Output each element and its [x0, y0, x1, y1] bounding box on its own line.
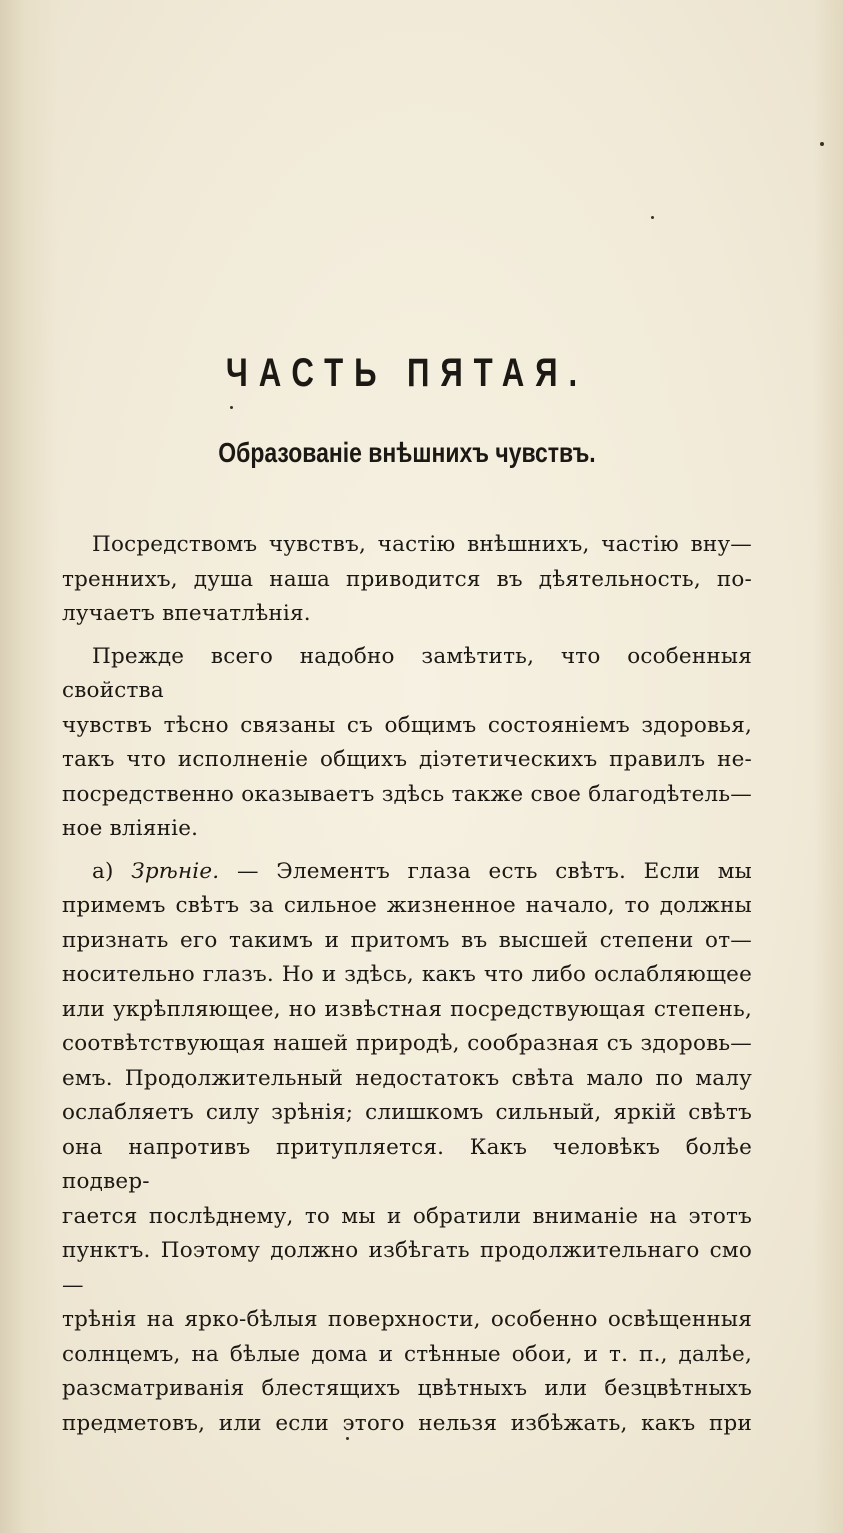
text-line: Прежде всего надобно замѣтить, что особенныя свойства: [62, 643, 752, 703]
page-content: [62, 350, 752, 1441]
text-fragment: — Элементъ глаза есть свѣтъ. Если мы: [236, 858, 752, 884]
text-line: пунктъ. Поэтому должно избѣгать продолжительнаго смо—: [62, 1238, 752, 1298]
text-line: треннихъ, душа наша приводится въ дѣятельность, по-: [62, 566, 752, 592]
section-title: Образованіе внѣшнихъ чувствъ.: [218, 437, 596, 468]
page-edge-shadow: [813, 0, 843, 1533]
text-line: она напротивъ притупляется. Какъ человѣкъ болѣе подвер-: [62, 1134, 752, 1194]
text-line: емъ. Продолжительный недостатокъ свѣта мало по малу: [62, 1065, 752, 1091]
text-line: предметовъ, или если этого нельзя избѣжать, какъ при: [62, 1410, 752, 1436]
ink-speck: [820, 142, 824, 146]
text-line: посредственно оказываетъ здѣсь также свое благодѣтель—: [62, 781, 752, 807]
text-line: примемъ свѣтъ за сильное жизненное начало, то должны: [62, 893, 752, 918]
text-line: такъ что исполненіе общихъ діэтетическихъ правилъ не-: [62, 747, 752, 772]
text-line: трѣнія на ярко-бѣлыя поверхности, особенно освѣщенныя: [62, 1307, 752, 1332]
text-line-first: [62, 855, 752, 890]
text-line: гается послѣднему, то мы и обратили вниманіе на этотъ: [62, 1203, 752, 1229]
body-text: [62, 528, 752, 1441]
text-line: лучаетъ впечатлѣнія.: [62, 601, 311, 626]
text-line: или укрѣпляющее, но извѣстная посредствующая степень,: [62, 996, 752, 1022]
list-marker: а): [92, 858, 114, 884]
text-line: Посредствомъ чувствъ, частію внѣшнихъ, частію вну—: [92, 532, 752, 557]
text-line: чувствъ тѣсно связаны съ общимъ состояніемъ здоровья,: [62, 712, 752, 738]
text-line: признать его такимъ и притомъ въ высшей степени от—: [62, 927, 752, 953]
text-line: солнцемъ, на бѣлые дома и стѣнные обои, и т. п., далѣе,: [62, 1341, 752, 1367]
section-term: Зрѣніе.: [131, 858, 220, 884]
ink-speck: [651, 216, 654, 219]
text-line: соотвѣтствующая нашей природѣ, сообразная съ здоровь—: [62, 1031, 752, 1056]
page-gutter-shadow: [0, 0, 58, 1533]
text-line: разсматриванія блестящихъ цвѣтныхъ или безцвѣтныхъ: [62, 1376, 752, 1401]
text-line: носительно глазъ. Но и здѣсь, какъ что либо ослабляющее: [62, 962, 752, 987]
text-line: ослабляетъ силу зрѣнія; слишкомъ сильный, яркій свѣтъ: [62, 1100, 752, 1125]
part-title: ЧАСТЬ ПЯТАЯ.: [225, 351, 589, 395]
text-line: ное вліяніе.: [62, 816, 199, 841]
